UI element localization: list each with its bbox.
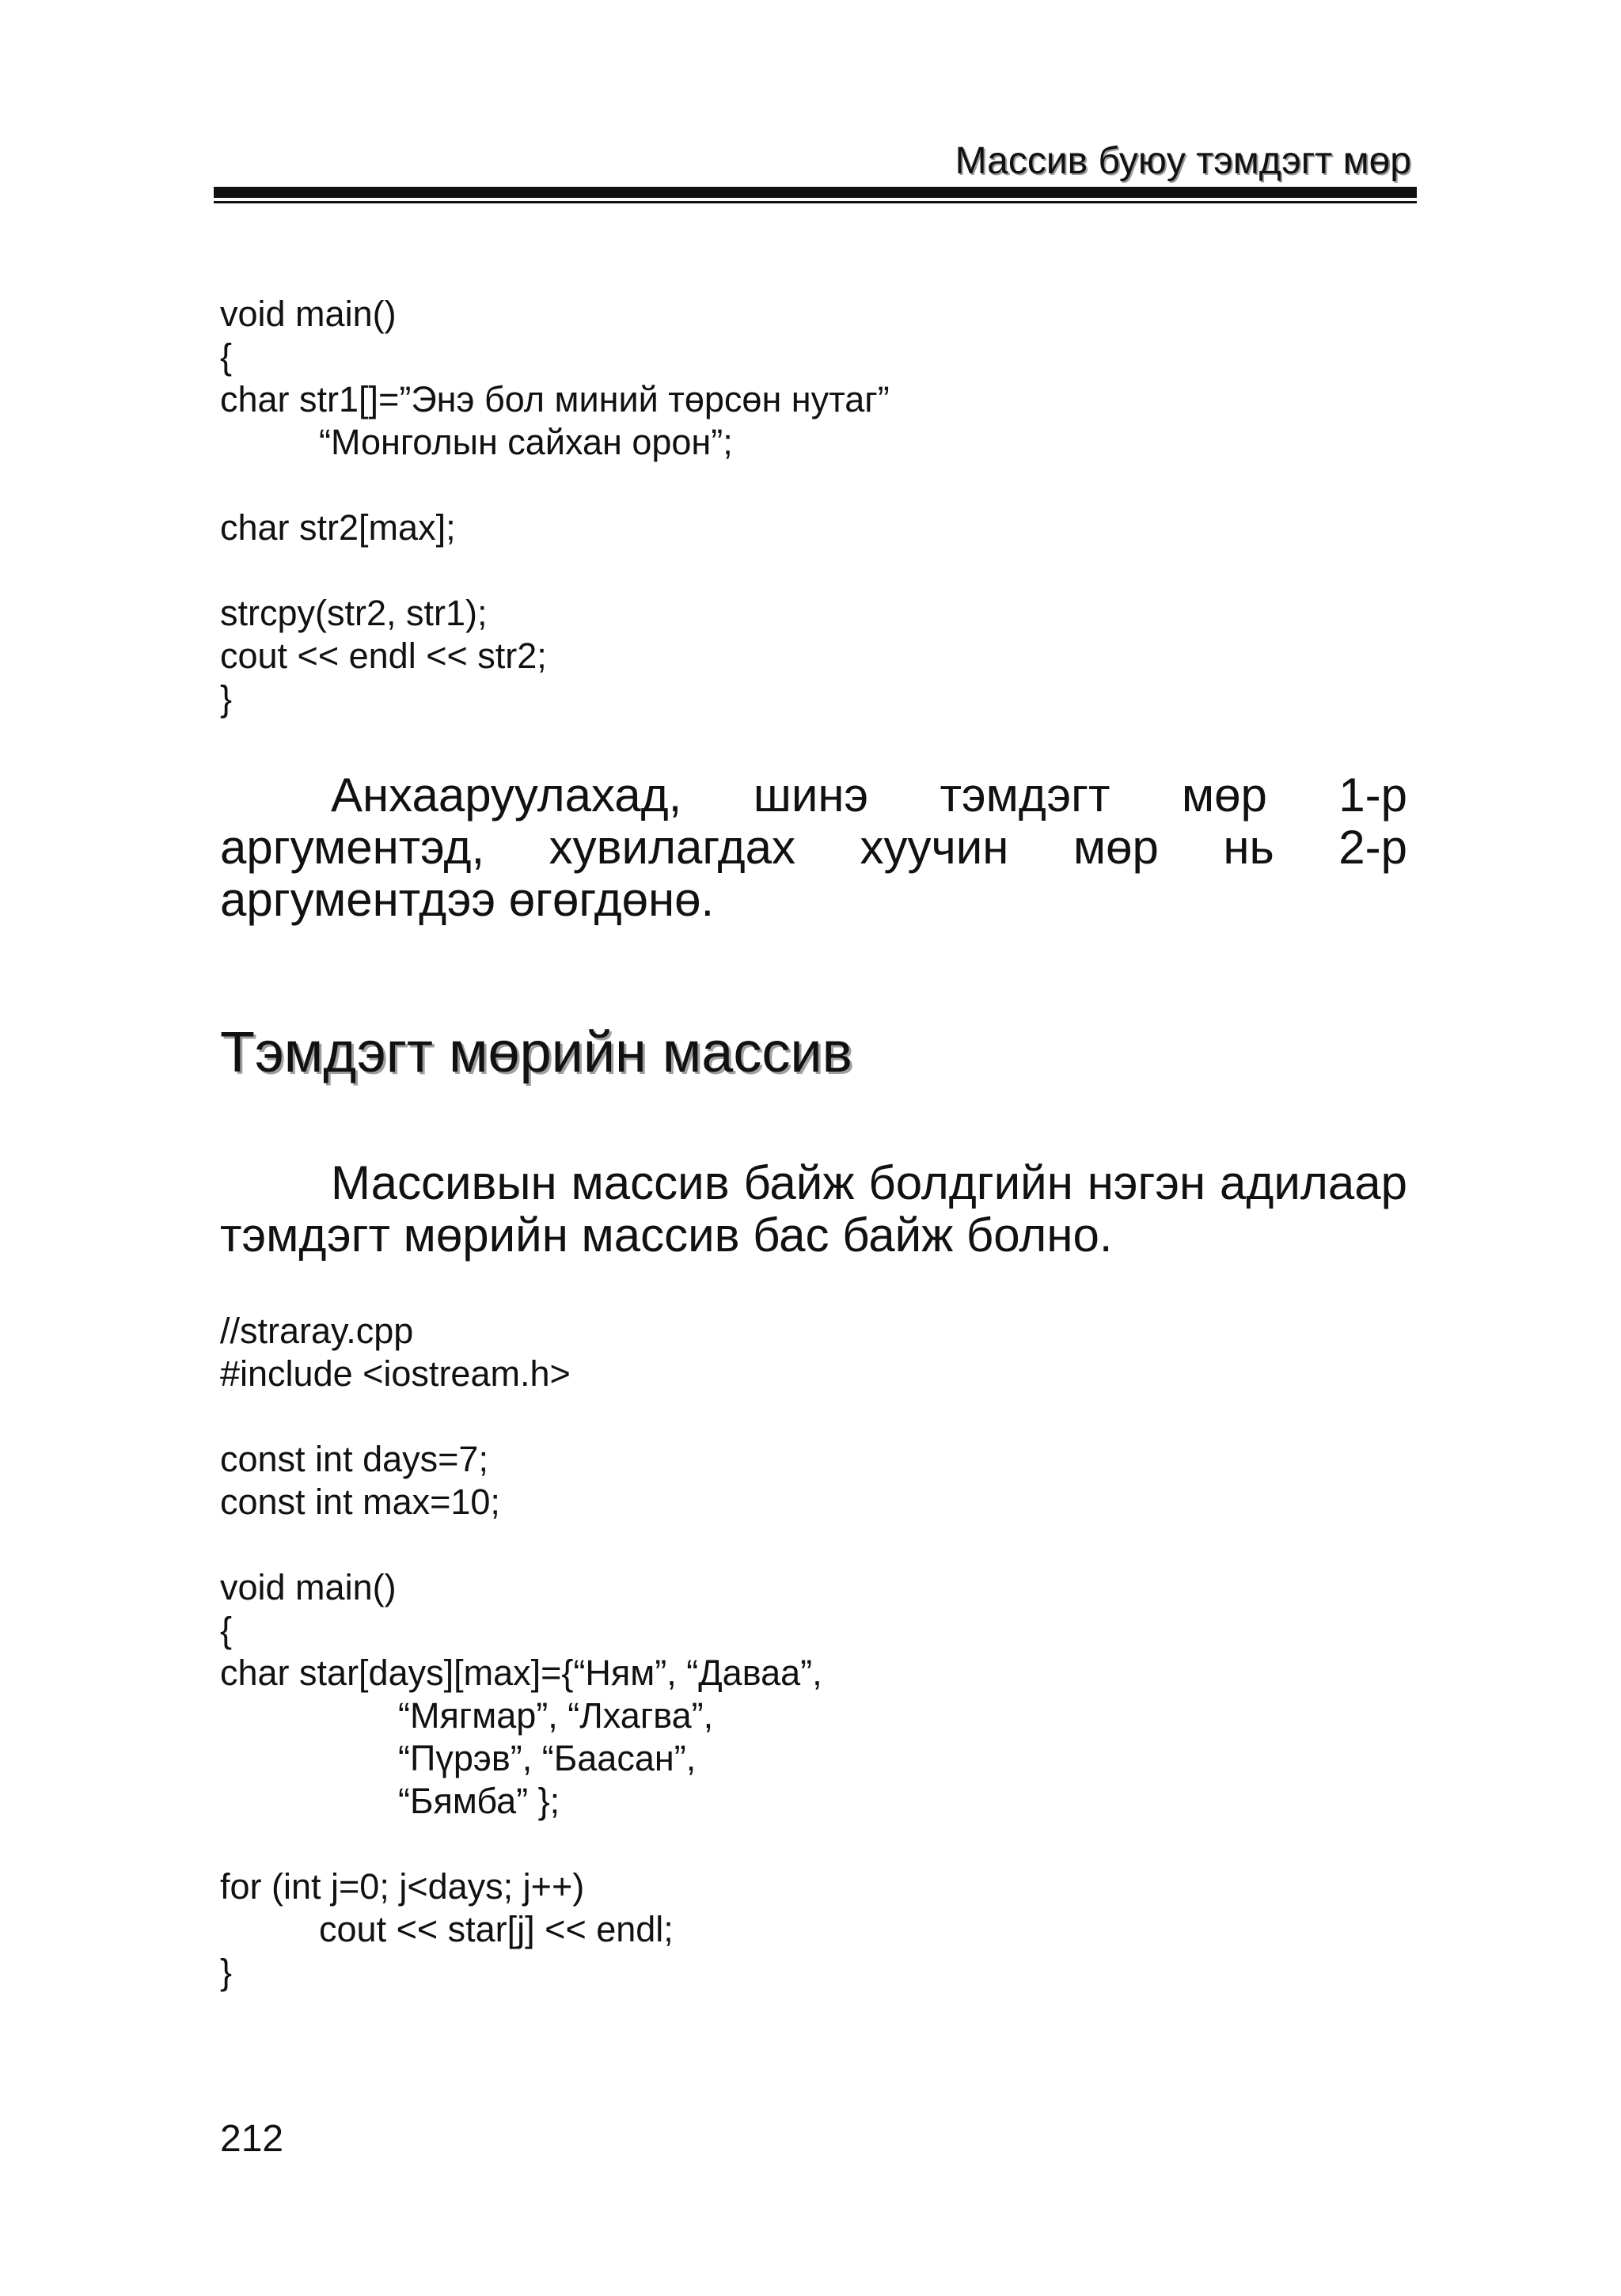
code-listing-straray: //straray.cpp #include <iostream.h> const int days=7; const int max=10; void main() { char star[days][max]={“Ням”, “Даваа”, “Мягмар”, “Лхагва”, “Пүрэв”, “Баасан”, “Бямба” }; for (int j=0; j<days; j++) cout << star[j] << endl; } <box>220 1311 822 1992</box>
header-rule-thick <box>214 187 1417 198</box>
running-header-title: Массив буюу тэмдэгт мөр <box>955 140 1411 182</box>
body-paragraph-intro: Массивын массив байж болдгийн нэгэн адилаар тэмдэгт мөрийн массив бас байж болно. <box>220 1156 1407 1262</box>
code-listing-strcpy: void main() { char str1[]=”Энэ бол миний төрсөн нутаг” “Монголын сайхан орон”; char str2[max]; strcpy(str2, str1); cout << endl << str2; } <box>220 294 890 719</box>
body-paragraph-note: Анхааруулахад, шинэ тэмдэгт мөр 1-р аргументэд, хувилагдах хуучин мөр нь 2-р аргументдээ өгөгдөнө. <box>220 768 1407 926</box>
page-number: 212 <box>220 2118 284 2160</box>
header-rule-thin <box>214 201 1417 203</box>
section-heading: Тэмдэгт мөрийн массив <box>220 1021 852 1084</box>
